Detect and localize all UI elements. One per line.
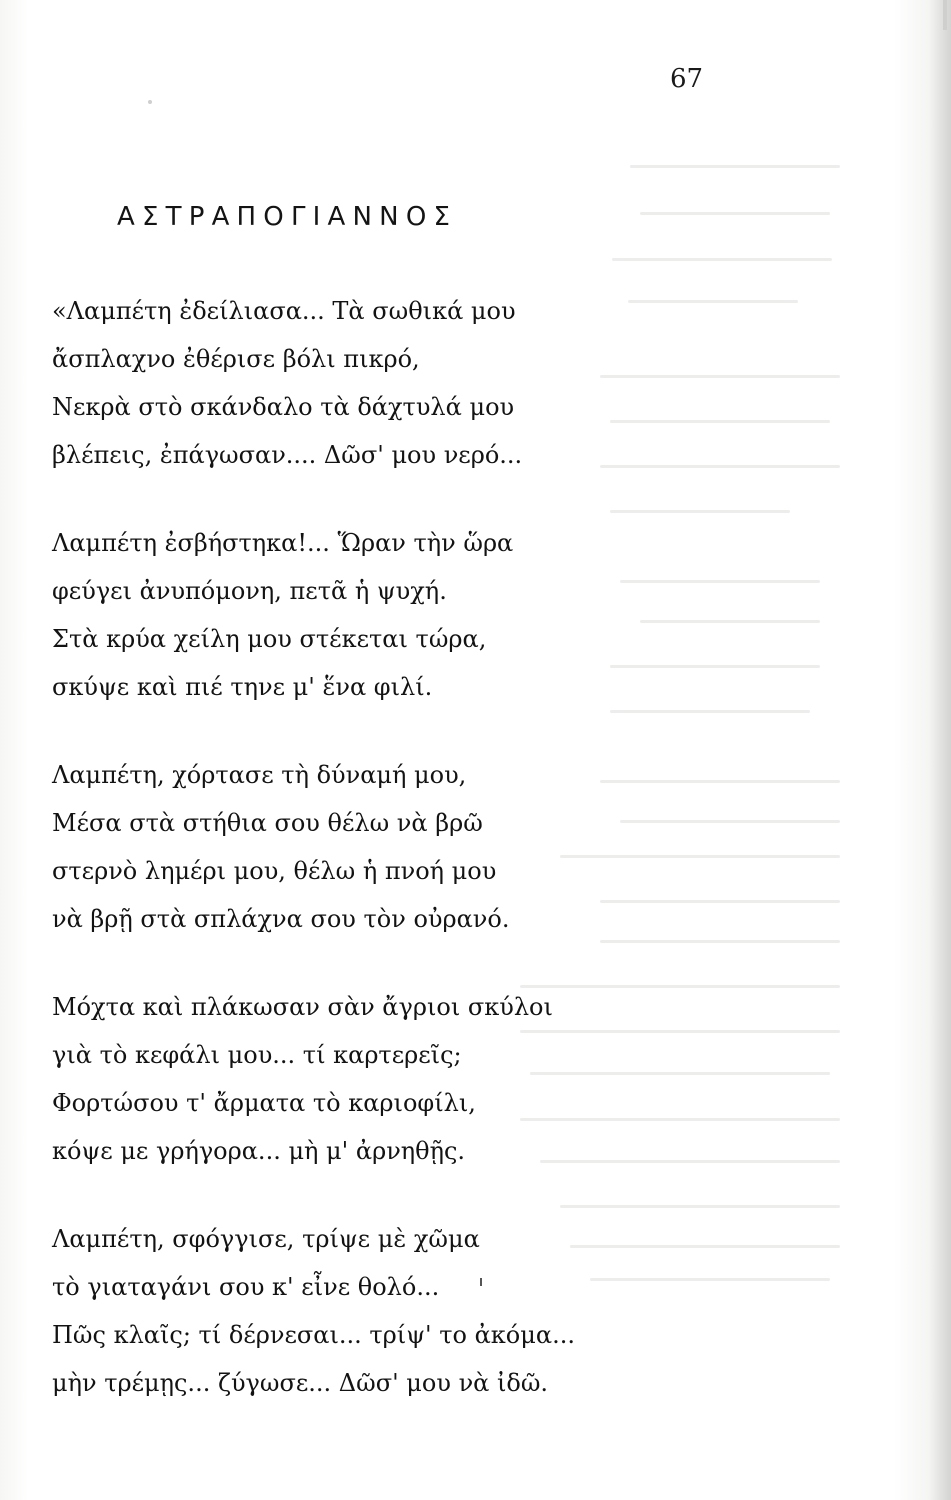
verse-line: γιὰ τὸ κεφάλι μου... τί καρτερεῖς;: [52, 1041, 462, 1069]
stanza: [52, 983, 692, 1175]
stanza: [52, 751, 692, 943]
verse-line: νὰ βρῇ στὰ σπλάχνα σου τὸν οὐρανό.: [52, 905, 510, 933]
verse-line: βλέπεις, ἐπάγωσαν.... Δῶσ' μου νερό...: [52, 441, 523, 469]
verse-line: Λαμπέτη ἐσβήστηκα!... Ὥραν τὴν ὥρα: [52, 529, 514, 557]
page-number: 67: [670, 64, 704, 94]
poem-title: ΑΣΤΡΑΠΟΓΙΑΝΝΟΣ: [117, 202, 458, 232]
bleed-through-line: [612, 258, 832, 261]
verse-line: Λαμπέτη, σφόγγισε, τρίψε μὲ χῶμα: [52, 1225, 480, 1253]
stanza: [52, 1215, 692, 1407]
verse-line: Μέσα στὰ στήθια σου θέλω νὰ βρῶ: [52, 809, 483, 837]
poem-body: [52, 287, 692, 1447]
page-edge-shadow: [929, 0, 951, 1500]
verse-line: Λαμπέτη, χόρτασε τὴ δύναμή μου,: [52, 761, 467, 789]
scan-speck: [148, 100, 152, 104]
bleed-through-line: [640, 212, 830, 215]
verse-line: Φορτώσου τ' ἄρματα τὸ καριοφίλι,: [52, 1089, 476, 1117]
stanza: [52, 287, 692, 479]
verse-line: σκύψε καὶ πιέ τηνε μ' ἕνα φιλί.: [52, 673, 433, 701]
verse-line: Στὰ κρύα χείλη μου στέκεται τώρα,: [52, 625, 487, 653]
verse-line: Μόχτα καὶ πλάκωσαν σὰν ἄγριοι σκύλοι: [52, 993, 553, 1021]
verse-line: Νεκρὰ στὸ σκάνδαλο τὰ δάχτυλά μου: [52, 393, 515, 421]
bleed-through-line: [630, 165, 840, 168]
scan-mark: [943, 0, 947, 30]
verse-line: «Λαμπέτη ἐδείλιασα... Τὰ σωθικά μου: [52, 297, 516, 325]
verse-line: Πῶς κλαῖς; τί δέρνεσαι... τρίψ' το ἀκόμα...: [52, 1321, 575, 1349]
verse-line: φεύγει ἀνυπόμονη, πετᾶ ἡ ψυχή.: [52, 577, 447, 605]
verse-line: μὴν τρέμῃς... ζύγωσε... Δῶσ' μου νὰ ἰδῶ.: [52, 1369, 549, 1397]
verse-line: στερνὸ λημέρι μου, θέλω ἡ πνοή μου: [52, 857, 497, 885]
verse-line: τὸ γιαταγάνι σου κ' εἶνε θολό...: [52, 1273, 440, 1301]
stanza: [52, 519, 692, 711]
verse-line: κόψε με γρήγορα... μὴ μ' ἀρνηθῇς.: [52, 1137, 466, 1165]
verse-line: ἄσπλαχνο ἐθέρισε βόλι πικρό,: [52, 345, 420, 373]
